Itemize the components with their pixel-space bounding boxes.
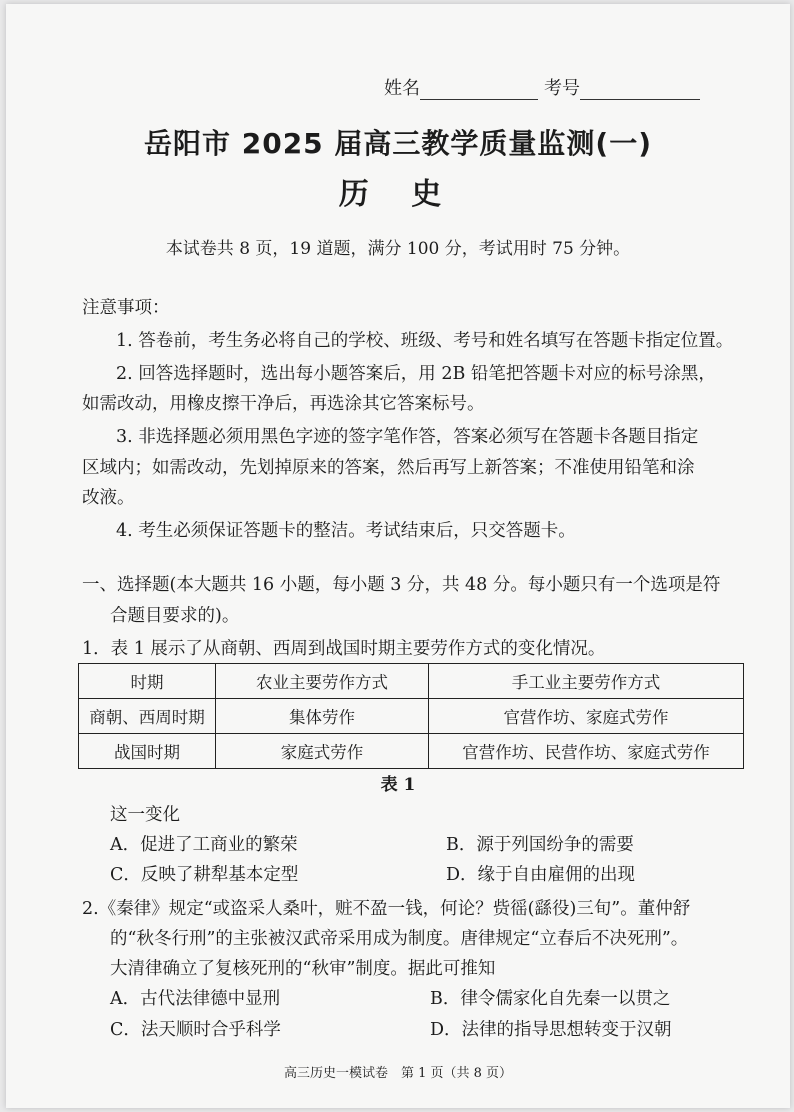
table-cell: 战国时期 bbox=[79, 734, 216, 769]
note-1: 1. 答卷前，考生务必将自己的学校、班级、考号和姓名填写在答题卡指定位置。 bbox=[116, 331, 734, 351]
name-blank bbox=[420, 81, 538, 100]
table-cell: 官营作坊、民营作坊、家庭式劳作 bbox=[429, 734, 744, 769]
note-3-line-2: 区域内；如需改动，先划掉原来的答案，然后再写上新答案；不准使用铅笔和涂 bbox=[82, 458, 695, 478]
q1-option-b: B．源于列国纷争的需要 bbox=[446, 835, 634, 855]
table-header-row bbox=[79, 664, 744, 699]
table-cell: 家庭式劳作 bbox=[216, 734, 429, 769]
name-id-row bbox=[384, 74, 700, 100]
q2-option-a: A．古代法律德中显刑 bbox=[110, 989, 281, 1009]
exam-title: 岳阳市 2025 届高三教学质量监测(一) bbox=[143, 127, 653, 160]
q1-option-a: A．促进了工商业的繁荣 bbox=[110, 835, 298, 855]
note-2-line-1: 2. 回答选择题时，选出每小题答案后，用 2B 铅笔把答题卡对应的标号涂黑， bbox=[116, 364, 716, 384]
table-cell: 商朝、西周时期 bbox=[79, 699, 216, 734]
table-row bbox=[79, 699, 744, 734]
question-2-line-3: 大清律确立了复核死刑的“秋审”制度。据此可推知 bbox=[110, 959, 496, 979]
table-caption: 表 1 bbox=[380, 775, 416, 795]
note-3-line-1: 3. 非选择题必须用黑色字迹的签字笔作答，答案必须写在答题卡各题目指定 bbox=[116, 427, 699, 447]
note-2-line-2: 如需改动，用橡皮擦干净后，再选涂其它答案标号。 bbox=[82, 394, 485, 414]
question-1-sub: 这一变化 bbox=[110, 805, 180, 825]
q2-option-c: C．法天顺时合乎科学 bbox=[110, 1020, 281, 1040]
table-row bbox=[79, 734, 744, 769]
table-header-cell: 时期 bbox=[79, 664, 216, 699]
exam-page bbox=[6, 4, 790, 1108]
question-2-line-2: 的“秋冬行刑”的主张被汉武帝采用成为制度。唐律规定“立春后不决死刑”。 bbox=[110, 929, 689, 949]
name-label: 姓名 bbox=[384, 78, 420, 99]
id-label: 考号 bbox=[544, 78, 580, 99]
note-3-line-3: 改液。 bbox=[82, 488, 135, 508]
q2-option-b: B．律令儒家化自先秦一以贯之 bbox=[430, 989, 671, 1009]
table-1 bbox=[78, 663, 744, 769]
id-blank bbox=[580, 81, 700, 100]
subject-title: 历 史 bbox=[338, 177, 458, 212]
q1-option-d: D．缘于自由雇佣的出现 bbox=[446, 865, 636, 885]
table-cell: 官营作坊、家庭式劳作 bbox=[429, 699, 744, 734]
section-1-heading: 一、选择题(本大题共 16 小题，每小题 3 分，共 48 分。每小题只有一个选项是符 bbox=[82, 575, 721, 595]
q1-option-c: C．反映了耕犁基本定型 bbox=[110, 865, 299, 885]
note-4: 4. 考生必须保证答题卡的整洁。考试结束后，只交答题卡。 bbox=[116, 521, 576, 541]
notes-title: 注意事项： bbox=[82, 298, 170, 318]
section-1-heading-cont: 合题目要求的)。 bbox=[110, 606, 240, 626]
table-cell: 集体劳作 bbox=[216, 699, 429, 734]
page-footer: 高三历史一模试卷 第 1 页（共 8 页） bbox=[283, 1066, 513, 1081]
q2-option-d: D．法律的指导思想转变于汉朝 bbox=[430, 1020, 672, 1040]
question-1-stem: 1．表 1 展示了从商朝、西周到战国时期主要劳作方式的变化情况。 bbox=[82, 639, 606, 659]
table-header-cell: 农业主要劳作方式 bbox=[216, 664, 429, 699]
exam-info: 本试卷共 8 页，19 道题，满分 100 分，考试用时 75 分钟。 bbox=[165, 239, 631, 259]
question-2-line-1: 2.《秦律》规定“或盗采人桑叶，赃不盈一钱，何论？赀徭(繇役)三旬”。董仲舒 bbox=[82, 899, 691, 919]
table-header-cell: 手工业主要劳作方式 bbox=[429, 664, 744, 699]
